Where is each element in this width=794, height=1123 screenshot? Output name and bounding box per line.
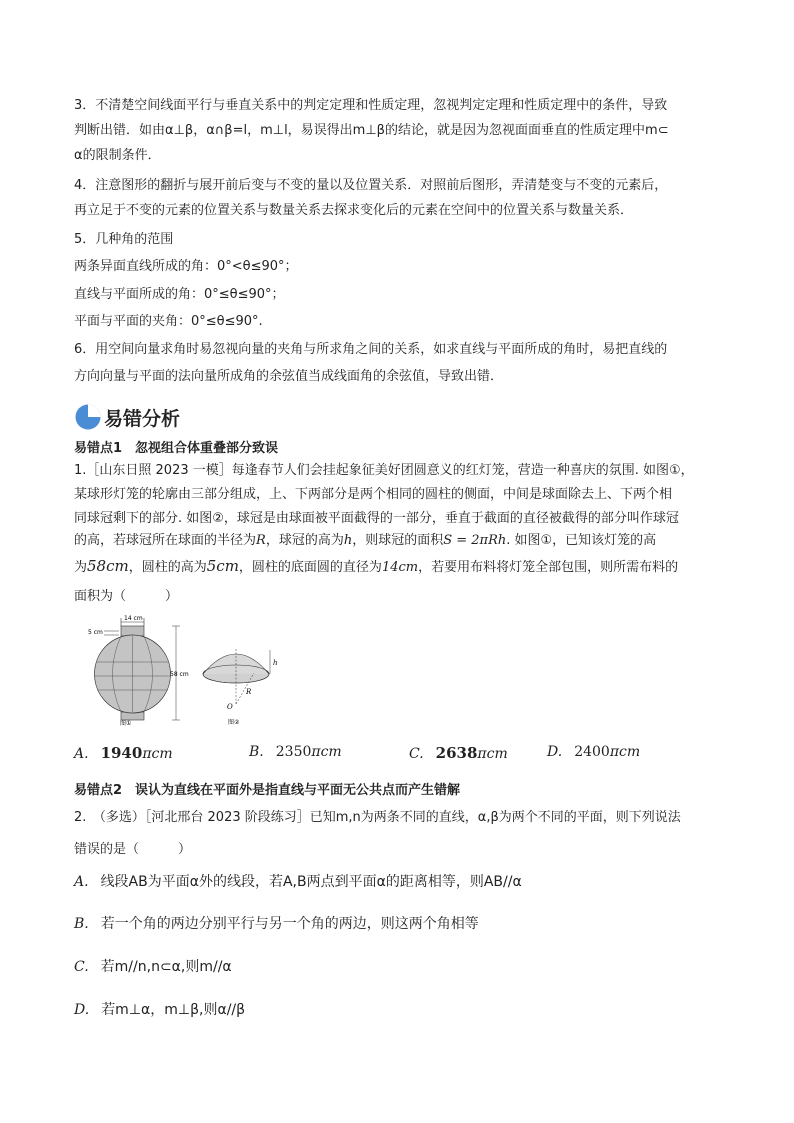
note-4-line-2: 再立足于不变的元素的位置关系与数量关系去探求变化后的元素在空间中的位置关系与数量关系． bbox=[74, 203, 634, 218]
note-4-line-1: 4．注意图形的翻折与展开前后变与不变的量以及位置关系．对照前后图形，弄清楚变与不变的元素后， bbox=[74, 178, 668, 193]
fig2-R-label: R bbox=[246, 688, 252, 696]
fig2-h-label: h bbox=[273, 659, 278, 667]
q1-line-3: 同球冠剩下的部分. 如图②，球冠是由球面被平面截得的一部分，垂直于截面的直径被截得的部分叫作球冠 bbox=[74, 511, 679, 526]
note-3-line-2: 判断出错．如由α⊥β，α∩β=l，m⊥l，易误得出m⊥β的结论，就是因为忽视面面垂直的性质定理中m⊂ bbox=[74, 123, 669, 138]
q1-option-a[interactable]: A. 1940πcm bbox=[74, 744, 173, 762]
fig1-caption: 图① bbox=[120, 720, 132, 726]
q2-option-b[interactable]: B. 若一个角的两边分别平行与另一个角的两边，则这两个角相等 bbox=[74, 916, 479, 932]
note-3-line-3: α的限制条件． bbox=[74, 148, 161, 163]
q1-option-c[interactable]: C. 2638πcm bbox=[409, 744, 508, 762]
note-5-line-3: 平面与平面的夹角：0°≤θ≤90°. bbox=[74, 314, 263, 329]
q1-line-6: 面积为（ ） bbox=[74, 589, 179, 604]
error-point-2-title: 易错点2 误认为直线在平面外是指直线与平面无公共点而产生错解 bbox=[74, 783, 461, 798]
note-6-line-1: 6．用空间向量求角时易忽视向量的夹角与所求角之间的关系，如求直线与平面所成的角时，易把直线的 bbox=[74, 342, 668, 357]
fig2-O-label: O bbox=[227, 703, 233, 711]
q1-line-5: 为58cm，圆柱的高为5cm，圆柱的底面圆的直径为14cm，若要用布料将灯笼全部包围，则所需布料的 bbox=[74, 557, 679, 575]
q2-option-d[interactable]: D. 若m⊥α，m⊥β,则α//β bbox=[74, 1002, 246, 1018]
q1-line-2: 某球形灯笼的轮廓由三部分组成，上、下两部分是两个相同的圆柱的侧面，中间是球面除去上、下两个相 bbox=[74, 487, 673, 502]
q1-line-1: 1.［山东日照 2023 一模］每逢春节人们会挂起象征美好团圆意义的红灯笼，营造一种喜庆的氛围. 如图①， bbox=[74, 463, 694, 478]
q1-option-d[interactable]: D. 2400πcm bbox=[547, 744, 641, 760]
figure-1-lantern bbox=[88, 615, 189, 726]
fig1-left-label: 5 cm bbox=[88, 629, 103, 636]
section-title: 易错分析 bbox=[104, 408, 181, 430]
note-5-line-1: 两条异面直线所成的角：0°<θ≤90°； bbox=[74, 259, 298, 274]
note-5-line-2: 直线与平面所成的角：0°≤θ≤90°； bbox=[74, 287, 285, 302]
note-6-line-2: 方向向量与平面的法向量所成角的余弦值当成线面角的余弦值，导致出错． bbox=[74, 369, 504, 384]
note-5-title: 5．几种角的范围 bbox=[74, 232, 174, 247]
fig1-top-label: 14 cm bbox=[124, 615, 143, 622]
lantern-figures bbox=[84, 614, 304, 726]
q2-line-2: 错误的是（ ） bbox=[74, 842, 192, 857]
error-point-1-title: 易错点1 忽视组合体重叠部分致误 bbox=[74, 441, 279, 456]
fig2-caption: 图② bbox=[228, 719, 240, 726]
q1-line-4: 的高，若球冠所在球面的半径为R，球冠的高为h，则球冠的面积S = 2πRh. 如图①，已知该灯笼的高 bbox=[74, 533, 657, 548]
note-3-line-1: 3．不清楚空间线面平行与垂直关系中的判定定理和性质定理，忽视判定定理和性质定理中的条件，导致 bbox=[74, 98, 668, 113]
section-circle-icon bbox=[74, 403, 102, 431]
q1-option-b[interactable]: B. 2350πcm bbox=[249, 744, 342, 760]
q2-option-c[interactable]: C. 若m//n,n⊂α,则m//α bbox=[74, 959, 232, 975]
q2-option-a[interactable]: A. 线段AB为平面α外的线段，若A,B两点到平面α的距离相等，则AB//α bbox=[74, 874, 522, 890]
figure-2-spherical-cap bbox=[203, 649, 278, 726]
q2-line-1: 2. （多选）［河北邢台 2023 阶段练习］已知m,n为两条不同的直线，α,β为两个不同的平面，则下列说法 bbox=[74, 810, 681, 825]
fig1-right-label: 58 cm bbox=[170, 671, 189, 678]
